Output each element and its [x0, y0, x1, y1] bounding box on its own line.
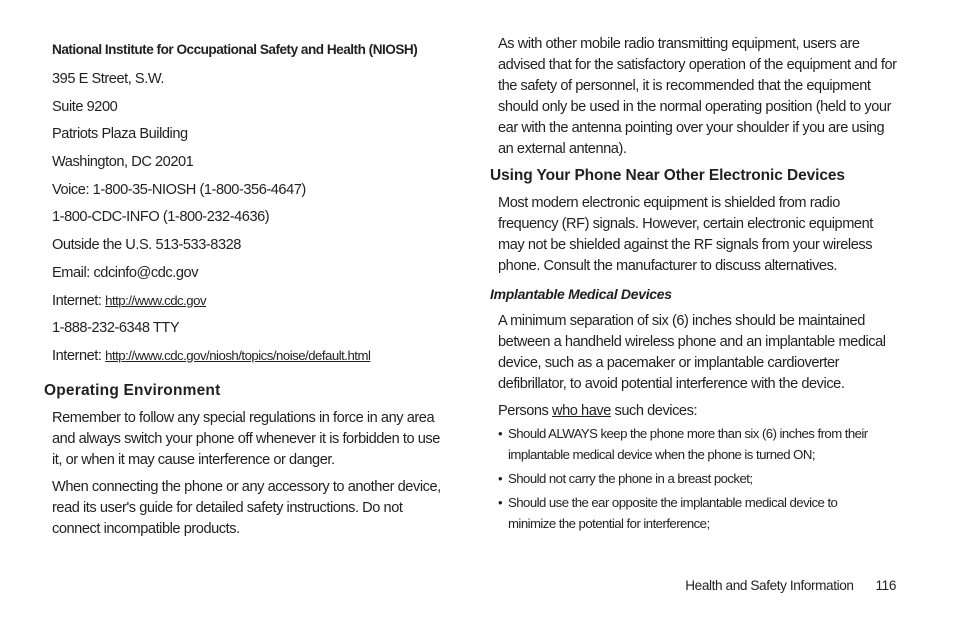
page-number: 116: [875, 578, 896, 593]
persons-suffix: such devices:: [610, 403, 698, 419]
operating-environment-heading: Operating Environment: [44, 381, 221, 399]
right-column: [490, 34, 910, 534]
bullet-item: [498, 492, 868, 534]
address-line: Patriots Plaza Building: [52, 126, 188, 143]
tty-line: 1-888-232-6348 TTY: [52, 320, 180, 337]
internet-label: Internet:: [52, 292, 102, 309]
bullet-marker: •: [498, 471, 503, 486]
bullet-text: Should not carry the phone in a breast pocket;: [508, 471, 753, 486]
email-line: Email: cdcinfo@cdc.gov: [52, 264, 199, 281]
address-line: Washington, DC 20201: [52, 154, 194, 171]
left-column: [44, 40, 452, 540]
outside-us-line: Outside the U.S. 513-533-8328: [52, 237, 241, 254]
internet-label: Internet:: [52, 347, 102, 364]
footer-section-title: Health and Safety Information: [685, 578, 854, 593]
niosh-noise-link[interactable]: http://www.cdc.gov/niosh/topics/noise/default.html: [105, 347, 371, 363]
electronic-devices-heading: Using Your Phone Near Other Electronic Devices: [490, 167, 845, 184]
cdc-link[interactable]: http://www.cdc.gov: [105, 292, 207, 308]
bullet-marker: •: [498, 495, 503, 510]
address-line: Suite 9200: [52, 98, 118, 115]
operating-paragraph-2: When connecting the phone or any accessory to another device, read its user's guide for detailed safety instructions. Do not connect incompatible products.: [52, 478, 441, 537]
internet-line-1: [52, 291, 452, 311]
electronic-paragraph: Most modern electronic equipment is shielded from radio frequency (RF) signals. However, certain electronic equipment may not be shielded against the RF signals from your wireless phone. Consult the manufacturer to discuss alternatives.: [498, 195, 873, 274]
bullet-item: [498, 423, 898, 465]
bullet-marker: •: [498, 426, 503, 441]
operating-paragraph-1: Remember to follow any special regulations in force in any area and always switch your phone off whenever it is forbidden to use it, or when it may cause interference or danger.: [52, 409, 440, 468]
bullet-text: Should use the ear opposite the implantable medical device to minimize the potential for interference;: [508, 495, 838, 531]
internet-line-2: [52, 346, 452, 366]
voice-line: Voice: 1-800-35-NIOSH (1-800-356-4647): [52, 181, 306, 198]
who-have-link: who have: [552, 403, 611, 419]
implantable-heading: Implantable Medical Devices: [490, 286, 672, 302]
persons-prefix: Persons: [498, 403, 552, 419]
address-line: 395 E Street, S.W.: [52, 71, 164, 87]
bullet-item: [498, 468, 898, 489]
page-footer: [685, 578, 896, 593]
bullet-text: Should ALWAYS keep the phone more than six (6) inches from their implantable medical device when the phone is turned ON;: [508, 426, 868, 462]
persons-line: [498, 401, 910, 422]
cdc-info-line: 1-800-CDC-INFO (1-800-232-4636): [52, 209, 270, 226]
implantable-paragraph: A minimum separation of six (6) inches should be maintained between a handheld wireless phone and an implantable medical device, such as a pacemaker or implantable cardioverter defibrillator, to avoid potential interference with the device.: [498, 313, 886, 392]
niosh-title: National Institute for Occupational Safety and Health (NIOSH): [52, 42, 418, 57]
intro-paragraph: As with other mobile radio transmitting equipment, users are advised that for the satisfactory operation of the equipment and for the safety of personnel, it is recommended that the equipment should only be used in the normal operating position (held to your ear with the antenna pointing over your shoulder if you are using an external antenna).: [498, 36, 897, 157]
